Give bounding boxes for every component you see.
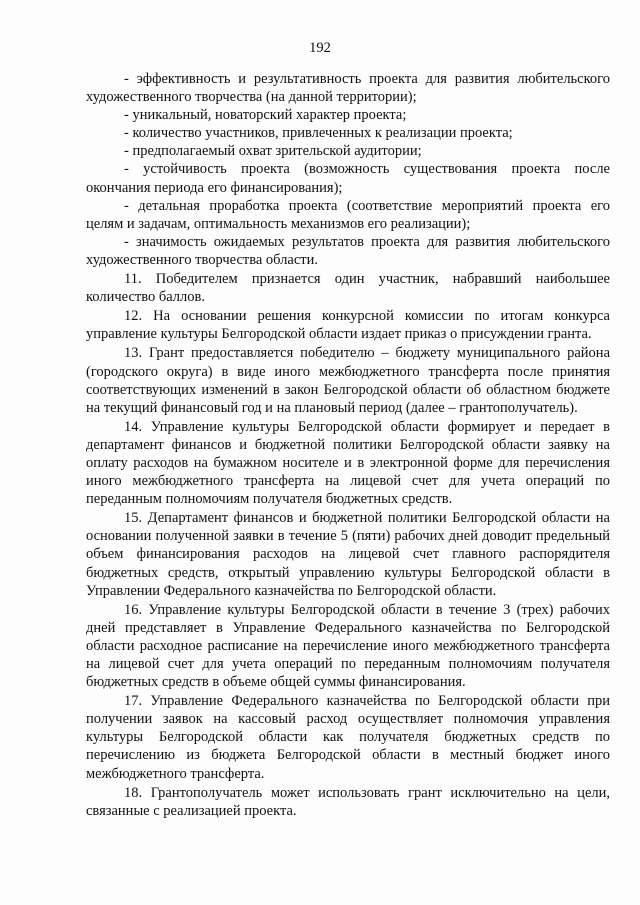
criterion-item: - детальная проработка проекта (соответствие мероприятий проекта его целям и задачам, оптимальность механизмов его реализации);	[86, 197, 610, 232]
criterion-item: - предполагаемый охват зрительской аудитории;	[124, 143, 422, 160]
criterion-item: - эффективность и результативность проекта для развития любительского художественного творчества (на данной территории);	[86, 71, 610, 106]
paragraph-15: 15. Департамент финансов и бюджетной политики Белгородской области на основании полученной заявки в течение 5 (пяти) рабочих дней доводит предельный объем финансирования расходов на лицевой счет главного распорядителя бюджетных средств, открытый управлению культуры Белгородской области в Управлении Федерального казначейства по Белгородской области.	[86, 510, 610, 599]
paragraph-18: 18. Грантополучатель может использовать грант исключительно на цели, связанные с реализацией проекта.	[86, 784, 610, 819]
criterion-item: - уникальный, новаторский характер проекта;	[124, 107, 407, 124]
paragraph-16: 16. Управление культуры Белгородской области в течение 3 (трех) рабочих дней представляет в Управление Федерального казначейства по Белгородской области расходное расписание на перечисление иного межбюджетного трансферта на лицевой счет для учета операций по переданным полномочиям получателя бюджетных средств в объеме общей суммы финансирования.	[86, 601, 610, 691]
criterion-item: - значимость ожидаемых результатов проекта для развития любительского художественного творчества области.	[86, 233, 610, 268]
page-number: 192	[309, 40, 331, 56]
paragraph-13: 13. Грант предоставляется победителю – бюджету муниципального района (городского округа) в виде иного межбюджетного трансферта после принятия соответствующих изменений в закон Белгородской области об областном бюджете на текущий финансовый год и на плановый период (далее – грантополучатель).	[86, 345, 610, 416]
paragraph-17: 17. Управление Федерального казначейства по Белгородской области при получении заявок на кассовый расход осуществляет полномочия управления культуры Белгородской области как получателя бюджетных средств по перечислению из бюджета Белгородской области в местный бюджет иного межбюджетного трансферта.	[86, 693, 610, 782]
criterion-item: - количество участников, привлеченных к реализации проекта;	[124, 125, 513, 142]
document-body	[86, 70, 610, 820]
paragraph-14: 14. Управление культуры Белгородской области формирует и передает в департамент финансов и бюджетной политики Белгородской области заявку на оплату расходов на бумажном носителе и в электронной форме для перечисления иного межбюджетного трансферта на лицевой счет для учета операций по переданным полномочиям получателя бюджетных средств.	[86, 418, 610, 508]
paragraph-11: 11. Победителем признается один участник, набравший наибольшее количество баллов.	[86, 271, 610, 306]
criterion-item: - устойчивость проекта (возможность существования проекта после окончания периода его финансирования);	[86, 161, 610, 196]
paragraph-12: 12. На основании решения конкурсной комиссии по итогам конкурса управление культуры Белгородской области издает приказ о присуждении гранта.	[86, 308, 610, 343]
